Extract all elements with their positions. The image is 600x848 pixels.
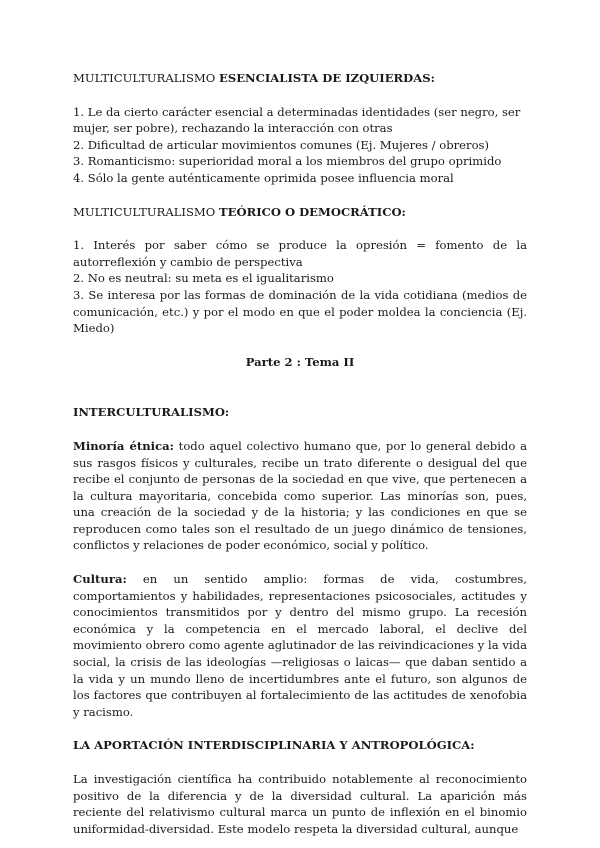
heading-bold: TEÓRICO O DEMOCRÁTICO: [219, 204, 406, 219]
intercult-heading [73, 404, 527, 421]
minoria-paragraph [73, 438, 527, 554]
esencialista-list [73, 104, 527, 187]
heading-bold: INTERCULTURALISMO: [73, 405, 230, 420]
section-heading-esencialista [73, 70, 527, 87]
heading-bold: ESENCIALISTA DE IZQUIERDAS: [219, 71, 435, 85]
definition-text: en un sentido amplio: formas de vida, costumbres, comportamientos y habilidades, representaciones psicosociales, actitudes y conocimientos transmitidos por y dentro del mismo grupo. La recesión económica y la competencia en el mercado laboral, el declive del movimiento obrero como agente aglutinador de las reivindicaciones y la vida social, la crisis de las ideologías —religiosas o laicas— que daban sentido a la vida y un mundo lleno de incertidumbres ante el futuro, son algunos de los factores que contribuyen al fortalecimiento de las actitudes de xenofobia y racismo. [73, 572, 527, 719]
heading-prefix: MULTICULTURALISMO [73, 204, 219, 219]
aportacion-paragraph: La investigación científica ha contribuido notablemente al reconocimiento positivo de la diferencia y de la diversidad cultural. La aparición más reciente del relativismo cultural marca un punto de inflexión en el binomio uniformidad-diversidad. Este modelo respeta la diversidad cultural, aunque [73, 772, 527, 836]
list-item: 2. Dificultad de articular movimientos comunes (Ej. Mujeres / obreros) [73, 137, 490, 152]
list-item: 3. Romanticismo: superioridad moral a los miembros del grupo oprimido [73, 154, 502, 169]
part-title: Parte 2 : Tema II [245, 354, 355, 369]
list-item: 1. Le da cierto carácter esencial a determinadas identidades (ser negro, ser mujer, ser pobre), rechazando la interacción con otras [73, 104, 521, 136]
teorico-list [73, 237, 527, 337]
aportacion-heading [73, 737, 527, 754]
term: Minoría étnica: [73, 438, 174, 453]
definition-text: todo aquel colectivo humano que, por lo general debido a sus rasgos físicos y culturales, recibe un trato diferente o desigual del que recibe el conjunto de personas de la sociedad en que vive, que pertenecen a la cultura mayoritaria, concebida como superior. Las minorías son, pues, una creación de la sociedad y de la historia; y las condiciones en que se reproducen como tales son el resultado de un juego dinámico de tensiones, conflictos y relaciones de poder económico, social y político. [73, 438, 527, 553]
cultura-paragraph [73, 571, 527, 720]
heading-bold: LA APORTACIÓN INTERDISCIPLINARIA Y ANTROPOLÓGICA: [73, 738, 475, 753]
section-heading-teorico [73, 204, 527, 221]
list-item: 4. Sólo la gente auténticamente oprimida posee influencia moral [73, 170, 454, 185]
heading-prefix: MULTICULTURALISMO [73, 71, 219, 85]
list-item: 2. No es neutral: su meta es el igualitarismo [73, 271, 334, 286]
term: Cultura: [73, 572, 127, 587]
list-item: 1. Interés por saber cómo se produce la opresión = fomento de la autorreflexión y cambio de perspectiva [73, 238, 527, 269]
list-item: 3. Se interesa por las formas de dominación de la vida cotidiana (medios de comunicación, etc.) y por el modo en que el poder moldea la conciencia (Ej. Miedo) [73, 287, 527, 336]
